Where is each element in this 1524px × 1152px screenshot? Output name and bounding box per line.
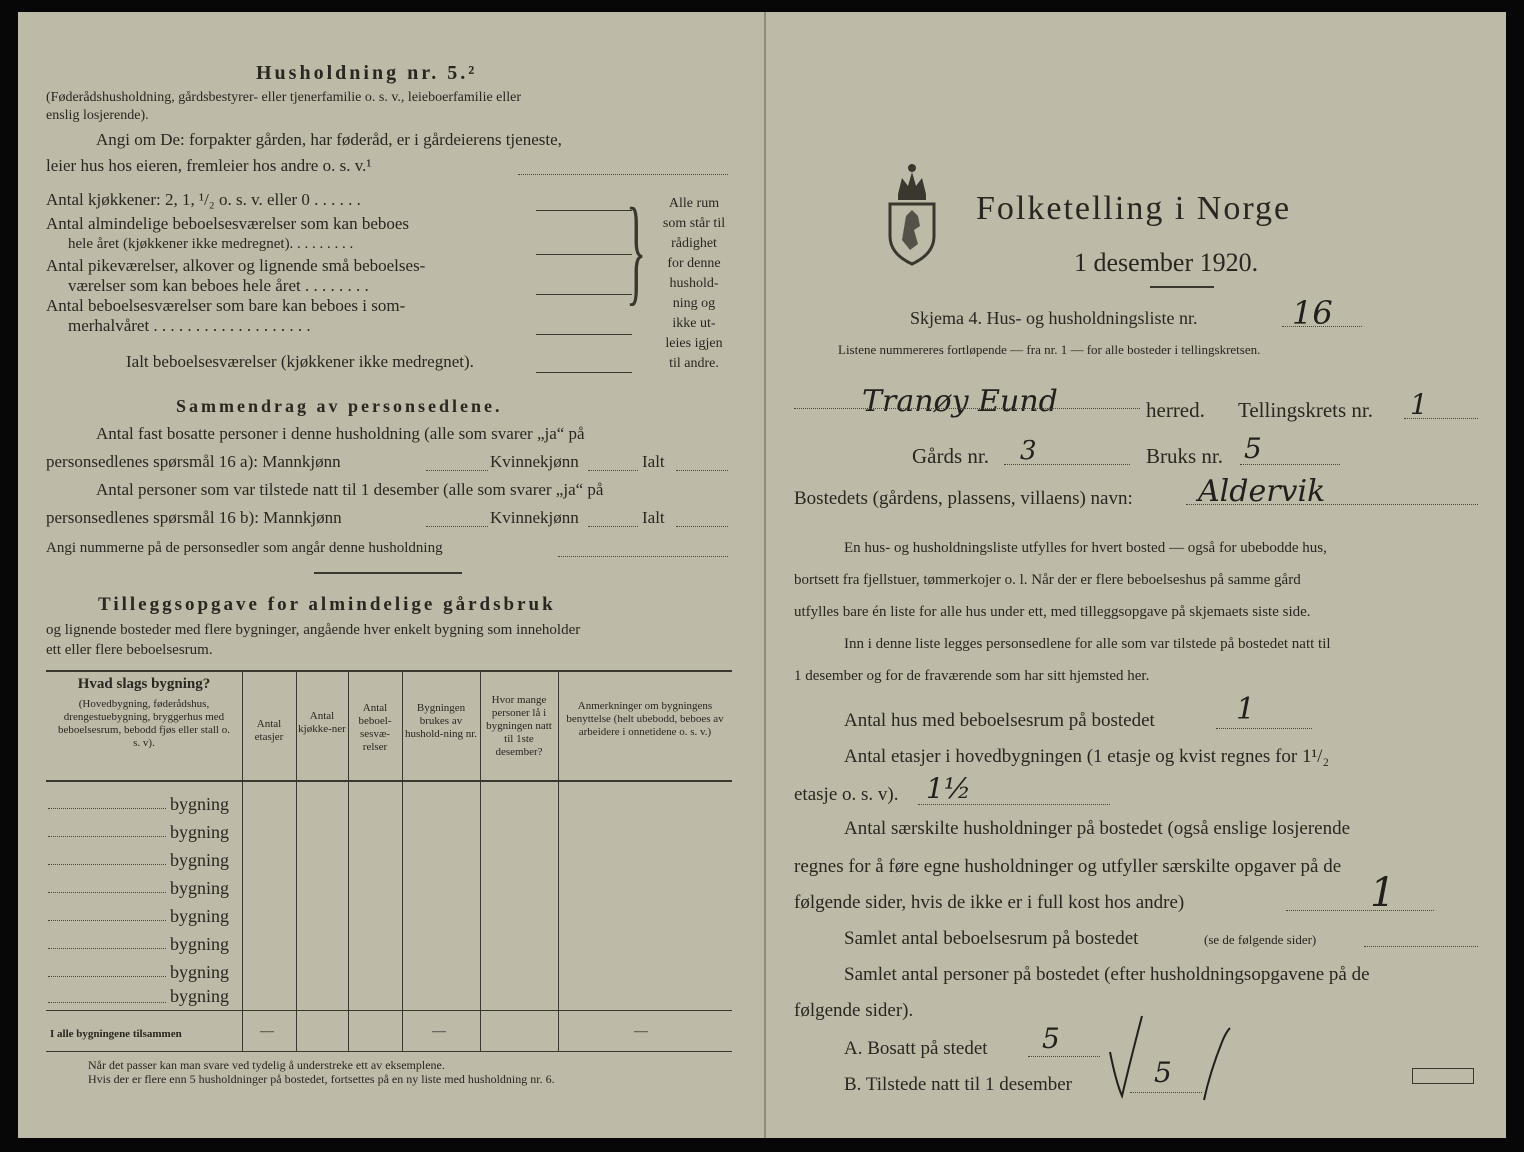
- brace-note: [654, 194, 734, 374]
- angi-answer-line: [518, 174, 728, 175]
- footnote-1: Når det passer kan man svare ved tydelig å understreke ett av eksemplene.: [88, 1058, 445, 1072]
- tillegg-title: Tilleggsopgave for almindelige gårdsbruk: [98, 594, 556, 615]
- samlet-pers-line1: Samlet antal personer på bostedet (efter husholdningsopgavene på de: [844, 964, 1370, 985]
- table-row: [46, 878, 242, 904]
- brace-note-line: ning og: [672, 296, 716, 311]
- rooms-ordinary: Antal almindelige beboelsesværelser som kan beboes: [46, 214, 410, 233]
- brace-glyph: }: [626, 183, 647, 316]
- summary-2b: personsedlenes spørsmål 16 b): Mannkjønn: [46, 508, 342, 527]
- bruks-line: [1240, 464, 1340, 465]
- total-dash: —: [634, 1024, 648, 1039]
- table-col-rule: [402, 670, 403, 1052]
- row-label: bygning: [170, 850, 230, 870]
- etasjer-line2: etasje o. s. v).: [794, 784, 899, 805]
- info-line1: En hus- og husholdningsliste utfylles for hvert bosted — også for ubebodde hus,: [844, 540, 1327, 556]
- summary-1-total-line: [676, 470, 728, 471]
- summary-2-male-line: [426, 526, 488, 527]
- row-label: bygning: [170, 878, 230, 898]
- skjema-line: [1282, 326, 1362, 327]
- row-label: bygning: [170, 794, 230, 814]
- rooms-kitchens: Antal kjøkkener: 2, 1, ¹/₂ o. s. v. eller 0 . . . . . .: [46, 190, 361, 209]
- herred-label: herred.: [1146, 398, 1205, 422]
- brace-note-line: hushold-: [669, 276, 719, 291]
- summary-2a: Antal personer som var tilstede natt til 1 desember (alle som svarer „ja“ på: [96, 480, 604, 499]
- info-line2: bortsett fra fjellstuer, tømmerkojer o. l. Når der er flere beboelseshus på samme gård: [794, 572, 1301, 588]
- row-label: bygning: [170, 822, 230, 842]
- table-row: [46, 794, 242, 820]
- summary-2-total-line: [676, 526, 728, 527]
- saer-line3: følgende sider, hvis de ikke er i full kost hos andre): [794, 892, 1185, 913]
- bosatt-line: [1028, 1056, 1100, 1057]
- row-label: bygning: [170, 934, 230, 954]
- table-row: [46, 986, 242, 1010]
- saer-line2: regnes for å føre egne husholdninger og utfyller særskilte opgaver på de: [794, 856, 1342, 877]
- row-label: bygning: [170, 986, 230, 1006]
- brace-note-line: ikke ut-: [672, 316, 716, 331]
- rooms-ordinary-cont: hele året (kjøkkener ikke medregnet). . . . . . . . .: [68, 236, 354, 252]
- brace-note-line: leies igjen: [665, 336, 723, 351]
- bosted-line: [1186, 504, 1478, 505]
- bosatt-label: A. Bosatt på stedet: [844, 1038, 988, 1059]
- row-label: bygning: [170, 962, 230, 982]
- rooms-summer: Antal beboelsesværelser som bare kan beboes i som-: [46, 296, 406, 315]
- etasjer-line: [918, 804, 1110, 805]
- brace-note-line: Alle rum: [668, 196, 720, 211]
- info-line3: utfylles bare én liste for alle hus under ett, med tilleggsopgave på skjemaets siste side.: [794, 604, 1311, 620]
- table-row: [46, 906, 242, 932]
- th-building-type-note: (Hovedbygning, føderådshus, drengestuebygning, bryggerhus med beboelsesrum, bebodd fjøs eller stall o. s. v).: [58, 698, 230, 749]
- info-line5: 1 desember og for de fraværende som har sitt hjemsted her.: [794, 668, 1150, 684]
- herred-line: [794, 408, 1140, 409]
- table-row: [46, 822, 242, 848]
- rooms-line-2: [536, 254, 632, 255]
- tilstede-label: B. Tilstede natt til 1 desember: [844, 1074, 1072, 1095]
- herred-value: Tranøy Eund: [862, 384, 1058, 419]
- skjema-label: Skjema 4. Hus- og husholdningsliste nr.: [910, 308, 1198, 328]
- th-used-by: Bygningen brukes av hushold-ning nr.: [404, 702, 478, 740]
- table-row: [46, 850, 242, 876]
- brace-note-line: til andre.: [669, 356, 719, 371]
- angi-numre-line: [558, 556, 728, 557]
- table-header-rule: [46, 780, 732, 782]
- rooms-small: Antal pikeværelser, alkover og lignende små beboelses-: [46, 256, 426, 275]
- summary-1-female-line: [588, 470, 638, 471]
- angi-line2: leier hus hos eieren, fremleier hos andre o. s. v.¹: [46, 156, 372, 175]
- table-row: [46, 934, 242, 960]
- saer-line: [1286, 910, 1434, 911]
- table-col-rule: [296, 670, 297, 1052]
- rooms-line-4: [536, 334, 632, 335]
- gards-line: [1004, 464, 1130, 465]
- tellingskrets-label: Tellingskrets nr.: [1238, 398, 1374, 422]
- skjema-number: 16: [1292, 294, 1333, 332]
- table-col-rule: [480, 670, 481, 1052]
- rooms-total-line: [536, 372, 632, 373]
- tillegg-line2: ett eller flere beboelsesrum.: [46, 642, 213, 658]
- household-title: Husholdning nr. 5.²: [256, 62, 478, 84]
- th-building-type: Hvad slags bygning?: [77, 676, 211, 692]
- rooms-line-1: [536, 210, 632, 211]
- etasjer-value: 1½: [926, 772, 971, 805]
- gards-label: Gårds nr.: [912, 444, 989, 468]
- bruks-label: Bruks nr.: [1146, 444, 1224, 468]
- angi-line1: Angi om De: forpakter gården, har føderåd, er i gårdeierens tjeneste,: [96, 130, 562, 149]
- rooms-total: Ialt beboelsesværelser (kjøkkener ikke medregnet).: [126, 352, 474, 371]
- total-dash: —: [432, 1024, 446, 1039]
- bosatt-value: 5: [1042, 1022, 1060, 1055]
- tillegg-line1: og lignende bosteder med flere bygninger, angående hver enkelt bygning som inneholder: [46, 622, 581, 638]
- summary-1a: Antal fast bosatte personer i denne husholdning (alle som svarer „ja“ på: [96, 424, 585, 443]
- total-dash: —: [260, 1024, 274, 1039]
- info-line4: Inn i denne liste legges personsedlene for alle som var tilstede på bostedet natt til: [844, 636, 1331, 652]
- brace-note-line: som står til: [662, 216, 726, 231]
- norway-coat-of-arms-icon: [884, 154, 940, 266]
- household-intro-line1: (Føderådshusholdning, gårdsbestyrer- eller tjenerfamilie o. s. v., leieboerfamilie eller: [46, 90, 522, 105]
- footnote-2: Hvis der er flere enn 5 husholdninger på bostedet, fortsettes på en ny liste med husholdning nr. 6.: [88, 1072, 555, 1086]
- gards-value: 3: [1020, 436, 1037, 466]
- antal-hus-value: 1: [1236, 692, 1256, 727]
- table-bottom-rule: [46, 1051, 732, 1052]
- th-kitchens: Antal kjøkke-ner: [298, 710, 346, 735]
- angi-numre: Angi nummerne på de personsedler som angår denne husholdning: [46, 540, 443, 556]
- table-total-label: I alle bygningene tilsammen: [50, 1028, 182, 1040]
- table-top-rule: [46, 670, 732, 672]
- table-total-rule: [46, 1010, 732, 1011]
- summary-1b: personsedlenes spørsmål 16 a): Mannkjønn: [46, 452, 341, 471]
- th-remarks: Anmerkninger om bygningens benyttelse (helt ubebodd, beboes av arbeidere i onnetidene o. s. v.): [566, 700, 724, 738]
- etasjer-line1: Antal etasjer i hovedbygningen (1 etasje og kvist regnes for 1¹/₂: [844, 746, 1330, 767]
- rooms-summer-cont: merhalvåret . . . . . . . . . . . . . . . . . . .: [68, 316, 311, 335]
- listene-note: Listene nummereres fortløpende — fra nr. 1 — for alle bosteder i tellingskretsen.: [838, 342, 1261, 357]
- bosted-value: Aldervik: [1198, 474, 1326, 509]
- summary-2-female-line: [588, 526, 638, 527]
- title-divider: [1150, 286, 1214, 288]
- tellingskrets-value: 1: [1410, 388, 1428, 421]
- summary-1-male-line: [426, 470, 488, 471]
- rooms-line-3: [536, 294, 632, 295]
- left-page: [18, 12, 764, 1138]
- pen-tick-marks: [1096, 1012, 1256, 1112]
- th-rooms: Antal beboel-sesvæ-relser: [358, 702, 392, 753]
- summary-1-female-label: Kvinnekjønn: [490, 452, 579, 471]
- saer-line1: Antal særskilte husholdninger på bostedet (også enslige losjerende: [844, 818, 1351, 839]
- samlet-rum-label: Samlet antal beboelsesrum på bostedet: [844, 928, 1139, 949]
- antal-hus-label: Antal hus med beboelsesrum på bostedet: [844, 710, 1155, 731]
- samlet-rum-line: [1364, 946, 1478, 947]
- printer-stamp: [1412, 1068, 1474, 1084]
- brace-note-line: rådighet: [671, 236, 717, 251]
- bosted-label: Bostedets (gårdens, plassens, villaens) navn:: [794, 488, 1133, 509]
- samlet-rum-note: (se de følgende sider): [1204, 932, 1317, 947]
- summary-1-total-label: Ialt: [642, 452, 665, 471]
- household-intro-line2: enslig losjerende).: [46, 108, 149, 123]
- th-floors: Antal etasjer: [254, 718, 284, 743]
- table-row: [46, 962, 242, 988]
- th-persons: Hvor mange personer lå i bygningen natt til 1ste desember?: [486, 694, 552, 758]
- table-col-rule: [558, 670, 559, 1052]
- table-col-rule: [242, 670, 243, 1052]
- census-date: 1 desember 1920.: [1074, 248, 1259, 277]
- rooms-small-cont: værelser som kan beboes hele året . . . . . . . .: [68, 276, 369, 295]
- section-divider: [314, 572, 462, 574]
- summary-2-female-label: Kvinnekjønn: [490, 508, 579, 527]
- tilstede-value: 5: [1154, 1056, 1172, 1089]
- summary-title: Sammendrag av personsedlene.: [176, 396, 503, 416]
- row-label: bygning: [170, 906, 230, 926]
- bruks-value: 5: [1244, 432, 1262, 465]
- saer-value: 1: [1370, 870, 1396, 916]
- right-page: [766, 12, 1506, 1138]
- tellingskrets-line: [1404, 418, 1478, 419]
- summary-2-total-label: Ialt: [642, 508, 665, 527]
- samlet-pers-line2: følgende sider).: [794, 1000, 914, 1021]
- census-title: Folketelling i Norge: [976, 190, 1292, 227]
- table-col-rule: [348, 670, 349, 1052]
- antal-hus-line: [1216, 728, 1312, 729]
- brace-note-line: for denne: [667, 256, 721, 271]
- building-table: [46, 670, 732, 1052]
